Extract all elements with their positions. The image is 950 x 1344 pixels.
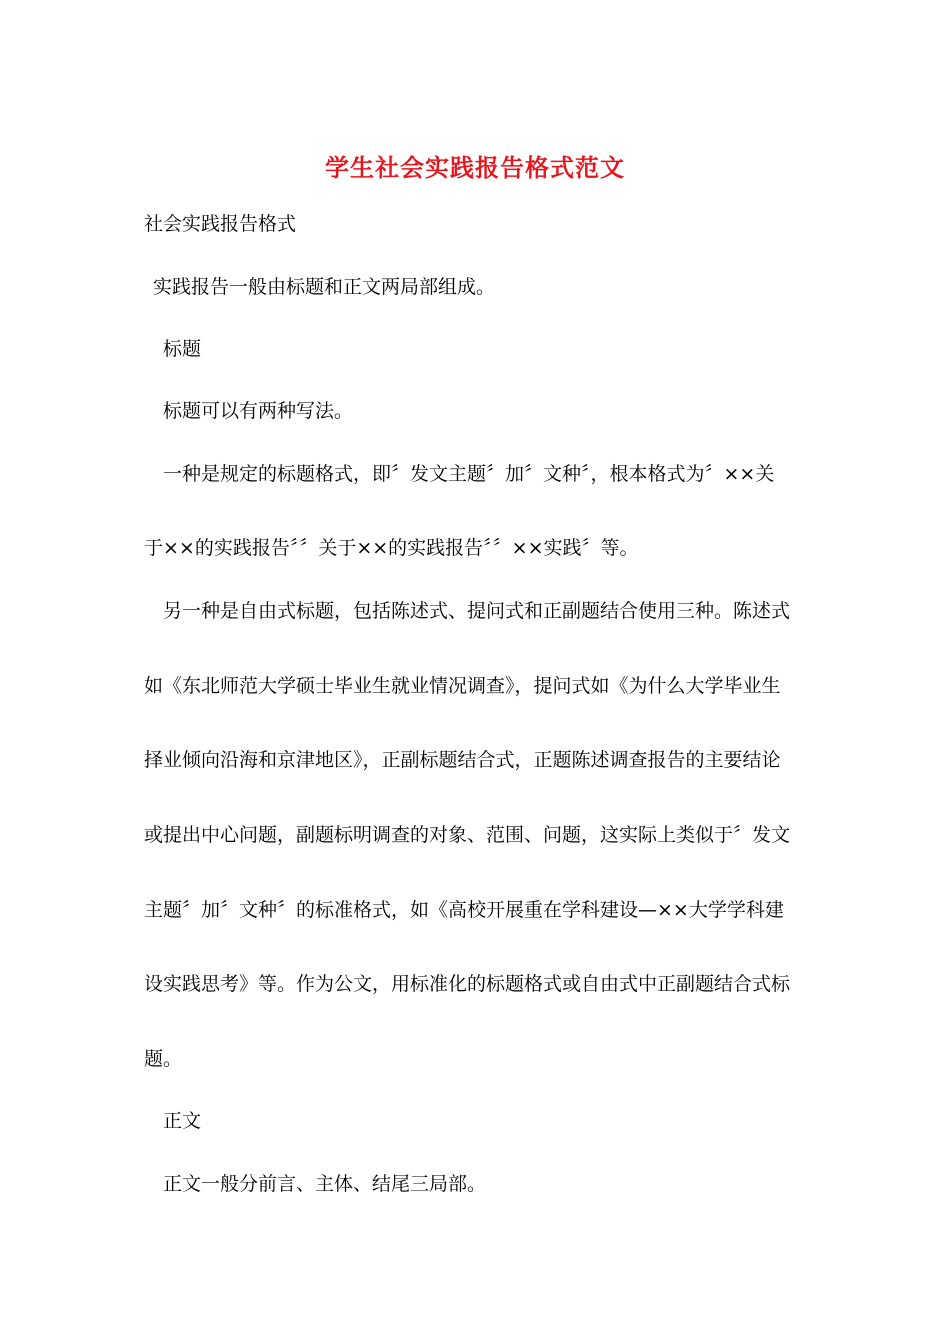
paragraph-line: 设实践思考》等。作为公文，用标准化的标题格式或自由式中正副题结合式标 (144, 973, 791, 995)
paragraph-line: 或提出中心问题，副题标明调查的对象、范围、问题，这实际上类似于〞发文 (144, 824, 791, 846)
paragraph-line: 另一种是自由式标题，包括陈述式、提问式和正副题结合使用三种。陈述式 (163, 600, 791, 622)
paragraph-line: 标题可以有两种写法。 (163, 400, 354, 422)
paragraph-line: 一种是规定的标题格式，即〞发文主题〞加〞文种〞，根本格式为〞××关 (163, 463, 775, 485)
paragraph-line: 题。 (144, 1048, 183, 1070)
section-heading-format: 社会实践报告格式 (144, 213, 297, 235)
document-title: 学生社会实践报告格式范文 (325, 153, 625, 182)
paragraph-line: 择业倾向沿海和京津地区》，正副标题结合式，正题陈述调查报告的主要结论 (144, 749, 781, 771)
subheading-body: 正文 (163, 1110, 202, 1132)
paragraph-line: 正文一般分前言、主体、结尾三局部。 (163, 1173, 487, 1195)
paragraph-line: 实践报告一般由标题和正文两局部组成。 (153, 276, 496, 298)
subheading-title: 标题 (163, 338, 202, 360)
paragraph-line: 于××的实践报告〞〞关于××的实践报告〞〞××实践〞等。 (144, 537, 639, 559)
paragraph-line: 如《东北师范大学硕士毕业生就业情况调查》，提问式如《为什么大学毕业生 (144, 675, 781, 697)
paragraph-line: 主题〞加〞文种〞的标准格式，如《高校开展重在学科建设—××大学学科建 (144, 899, 784, 921)
